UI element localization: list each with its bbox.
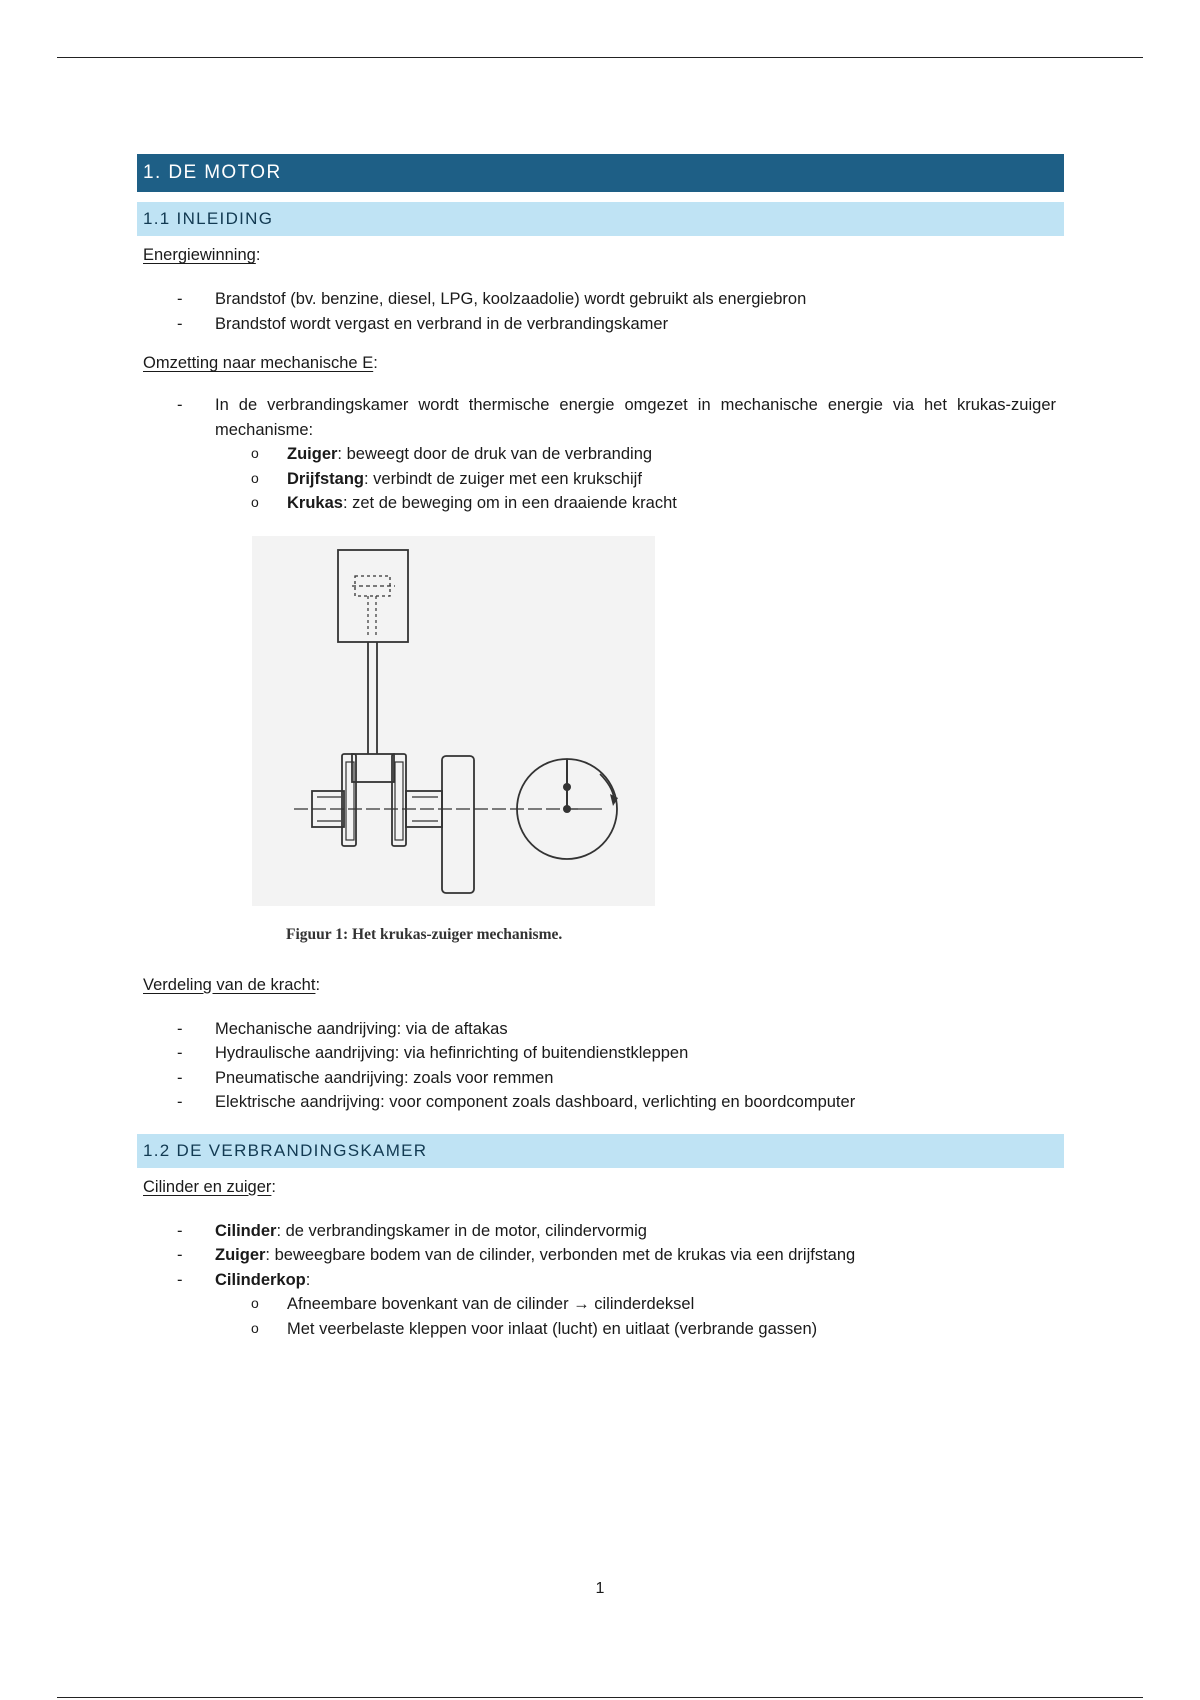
figure-caption: Figuur 1: Het krukas-zuiger mechanisme. bbox=[286, 925, 563, 943]
list-item: - Hydraulische aandrijving: via hefinrichting of buitendienstkleppen bbox=[215, 1041, 1064, 1066]
term: Krukas bbox=[287, 494, 343, 512]
term: Drijfstang bbox=[287, 469, 365, 488]
list-item: - Zuiger: beweegbare bodem van de cilinder, verbonden met de krukas via een drijfstang bbox=[215, 1243, 1064, 1268]
cilinder-label: Cilinder en zuiger: bbox=[143, 1177, 276, 1196]
list-item: - Cilinderkop: bbox=[215, 1268, 1064, 1293]
term: Cilinderkop bbox=[215, 1270, 306, 1289]
list-item: - Cilinder: de verbrandingskamer in de motor, cilindervormig bbox=[215, 1219, 1064, 1244]
term: Cilinder bbox=[215, 1221, 277, 1240]
section-heading-1-2: 1.2 DE VERBRANDINGSKAMER bbox=[137, 1134, 1064, 1168]
list-item: - In de verbrandingskamer wordt thermische energie omgezet in mechanische energie via het krukas-zuiger mechanisme: bbox=[215, 393, 1064, 442]
cilinder-list bbox=[137, 1219, 1064, 1293]
term: Zuiger bbox=[287, 445, 338, 463]
crankshaft-piston-diagram bbox=[252, 536, 655, 906]
cilinderkop-sublist bbox=[215, 1292, 1064, 1341]
mechanism-parts-list bbox=[215, 442, 1064, 516]
section-heading-1-1: 1.1 INLEIDING bbox=[137, 202, 1064, 236]
header-rule bbox=[57, 57, 1143, 58]
term: Zuiger bbox=[215, 1246, 266, 1264]
energiewinning-label: Energiewinning: bbox=[143, 246, 261, 264]
list-item: o Krukas: zet de beweging om in een draaiende kracht bbox=[287, 491, 1064, 516]
section-heading-1: 1. DE MOTOR bbox=[137, 154, 1064, 192]
figure-crankshaft bbox=[252, 536, 655, 944]
verdeling-list bbox=[137, 1017, 1064, 1115]
energiewinning-list bbox=[137, 287, 1064, 336]
list-item: - Brandstof (bv. benzine, diesel, LPG, koolzaadolie) wordt gebruikt als energiebron bbox=[215, 287, 1064, 312]
omzetting-list bbox=[137, 393, 1064, 442]
list-item: - Mechanische aandrijving: via de aftakas bbox=[215, 1017, 1064, 1042]
omzetting-label: Omzetting naar mechanische E: bbox=[143, 354, 378, 372]
list-item: o Zuiger: beweegt door de druk van de verbranding bbox=[287, 442, 1064, 467]
page-number: 1 bbox=[595, 1580, 605, 1597]
list-item: o Met veerbelaste kleppen voor inlaat (lucht) en uitlaat (verbrande gassen) bbox=[287, 1317, 1064, 1342]
list-item: - Pneumatische aandrijving: zoals voor remmen bbox=[215, 1066, 1064, 1091]
list-item: - Brandstof wordt vergast en verbrand in de verbrandingskamer bbox=[215, 312, 1064, 337]
list-item: - Elektrische aandrijving: voor component zoals dashboard, verlichting en boordcomputer bbox=[215, 1090, 1064, 1115]
list-item: o Afneembare bovenkant van de cilinder → cilinderdeksel bbox=[287, 1292, 1064, 1317]
verdeling-label: Verdeling van de kracht: bbox=[143, 975, 321, 994]
page-content bbox=[137, 154, 1064, 1341]
footer-rule bbox=[57, 1697, 1143, 1698]
list-item: o Drijfstang: verbindt de zuiger met een krukschijf bbox=[287, 467, 1064, 492]
